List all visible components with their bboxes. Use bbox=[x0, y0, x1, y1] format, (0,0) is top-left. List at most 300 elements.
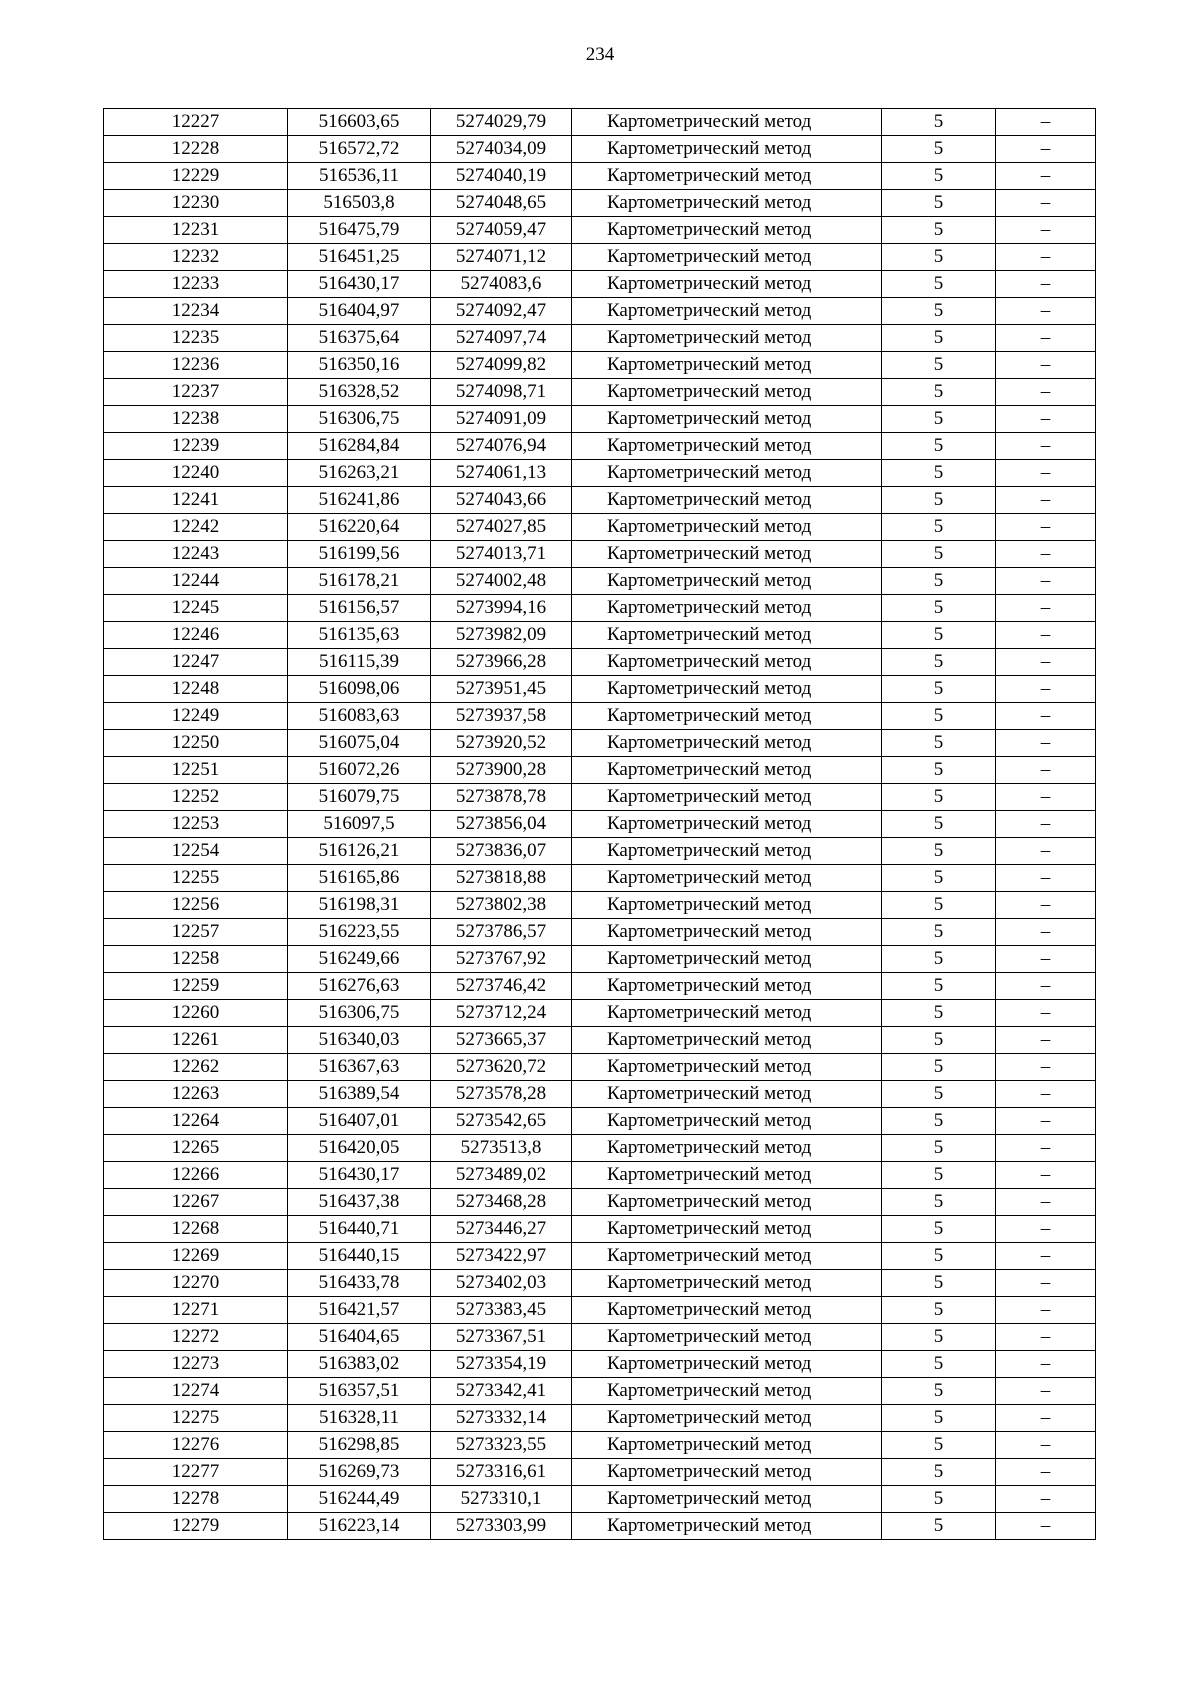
table-row bbox=[104, 1081, 1096, 1108]
table-row bbox=[104, 1270, 1096, 1297]
x-coordinate-cell: 516350,16 bbox=[288, 352, 431, 379]
accuracy-cell: 5 bbox=[882, 1189, 996, 1216]
accuracy-cell: 5 bbox=[882, 1513, 996, 1540]
point-number-cell: 12251 bbox=[104, 757, 288, 784]
y-coordinate-cell: 5274076,94 bbox=[431, 433, 572, 460]
x-coordinate-cell: 516083,63 bbox=[288, 703, 431, 730]
point-number-cell: 12262 bbox=[104, 1054, 288, 1081]
accuracy-cell: 5 bbox=[882, 946, 996, 973]
accuracy-cell: 5 bbox=[882, 271, 996, 298]
point-number-cell: 12249 bbox=[104, 703, 288, 730]
table-row bbox=[104, 568, 1096, 595]
point-number-cell: 12227 bbox=[104, 109, 288, 136]
y-coordinate-cell: 5273489,02 bbox=[431, 1162, 572, 1189]
table-row bbox=[104, 1162, 1096, 1189]
y-coordinate-cell: 5273620,72 bbox=[431, 1054, 572, 1081]
x-coordinate-cell: 516075,04 bbox=[288, 730, 431, 757]
table-row bbox=[104, 1189, 1096, 1216]
accuracy-cell: 5 bbox=[882, 973, 996, 1000]
method-cell: Картометрический метод bbox=[572, 406, 882, 433]
note-cell: – bbox=[996, 1189, 1096, 1216]
table-row bbox=[104, 703, 1096, 730]
table-row bbox=[104, 1216, 1096, 1243]
accuracy-cell: 5 bbox=[882, 487, 996, 514]
table-row bbox=[104, 1486, 1096, 1513]
method-cell: Картометрический метод bbox=[572, 1351, 882, 1378]
y-coordinate-cell: 5274092,47 bbox=[431, 298, 572, 325]
x-coordinate-cell: 516244,49 bbox=[288, 1486, 431, 1513]
method-cell: Картометрический метод bbox=[572, 190, 882, 217]
y-coordinate-cell: 5274043,66 bbox=[431, 487, 572, 514]
x-coordinate-cell: 516430,17 bbox=[288, 271, 431, 298]
method-cell: Картометрический метод bbox=[572, 1486, 882, 1513]
x-coordinate-cell: 516126,21 bbox=[288, 838, 431, 865]
method-cell: Картометрический метод bbox=[572, 460, 882, 487]
x-coordinate-cell: 516383,02 bbox=[288, 1351, 431, 1378]
y-coordinate-cell: 5273422,97 bbox=[431, 1243, 572, 1270]
accuracy-cell: 5 bbox=[882, 136, 996, 163]
point-number-cell: 12239 bbox=[104, 433, 288, 460]
note-cell: – bbox=[996, 568, 1096, 595]
accuracy-cell: 5 bbox=[882, 1054, 996, 1081]
method-cell: Картометрический метод bbox=[572, 757, 882, 784]
point-number-cell: 12237 bbox=[104, 379, 288, 406]
x-coordinate-cell: 516199,56 bbox=[288, 541, 431, 568]
x-coordinate-cell: 516298,85 bbox=[288, 1432, 431, 1459]
x-coordinate-cell: 516165,86 bbox=[288, 865, 431, 892]
note-cell: – bbox=[996, 352, 1096, 379]
table-row bbox=[104, 190, 1096, 217]
accuracy-cell: 5 bbox=[882, 1243, 996, 1270]
point-number-cell: 12258 bbox=[104, 946, 288, 973]
table-row bbox=[104, 811, 1096, 838]
point-number-cell: 12231 bbox=[104, 217, 288, 244]
table-row bbox=[104, 1243, 1096, 1270]
table-row bbox=[104, 865, 1096, 892]
point-number-cell: 12235 bbox=[104, 325, 288, 352]
y-coordinate-cell: 5273836,07 bbox=[431, 838, 572, 865]
x-coordinate-cell: 516430,17 bbox=[288, 1162, 431, 1189]
accuracy-cell: 5 bbox=[882, 163, 996, 190]
y-coordinate-cell: 5273332,14 bbox=[431, 1405, 572, 1432]
note-cell: – bbox=[996, 1081, 1096, 1108]
table-row bbox=[104, 946, 1096, 973]
y-coordinate-cell: 5274013,71 bbox=[431, 541, 572, 568]
point-number-cell: 12271 bbox=[104, 1297, 288, 1324]
note-cell: – bbox=[996, 1054, 1096, 1081]
note-cell: – bbox=[996, 784, 1096, 811]
accuracy-cell: 5 bbox=[882, 622, 996, 649]
table-row bbox=[104, 163, 1096, 190]
note-cell: – bbox=[996, 1351, 1096, 1378]
note-cell: – bbox=[996, 514, 1096, 541]
note-cell: – bbox=[996, 919, 1096, 946]
accuracy-cell: 5 bbox=[882, 1459, 996, 1486]
y-coordinate-cell: 5274071,12 bbox=[431, 244, 572, 271]
method-cell: Картометрический метод bbox=[572, 1324, 882, 1351]
note-cell: – bbox=[996, 1135, 1096, 1162]
y-coordinate-cell: 5274097,74 bbox=[431, 325, 572, 352]
accuracy-cell: 5 bbox=[882, 406, 996, 433]
x-coordinate-cell: 516115,39 bbox=[288, 649, 431, 676]
point-number-cell: 12261 bbox=[104, 1027, 288, 1054]
x-coordinate-cell: 516276,63 bbox=[288, 973, 431, 1000]
table-row bbox=[104, 325, 1096, 352]
x-coordinate-cell: 516437,38 bbox=[288, 1189, 431, 1216]
table-row bbox=[104, 1513, 1096, 1540]
y-coordinate-cell: 5273982,09 bbox=[431, 622, 572, 649]
y-coordinate-cell: 5273402,03 bbox=[431, 1270, 572, 1297]
point-number-cell: 12234 bbox=[104, 298, 288, 325]
point-number-cell: 12240 bbox=[104, 460, 288, 487]
table-row bbox=[104, 487, 1096, 514]
y-coordinate-cell: 5273342,41 bbox=[431, 1378, 572, 1405]
point-number-cell: 12260 bbox=[104, 1000, 288, 1027]
table-row bbox=[104, 406, 1096, 433]
accuracy-cell: 5 bbox=[882, 1405, 996, 1432]
accuracy-cell: 5 bbox=[882, 460, 996, 487]
accuracy-cell: 5 bbox=[882, 244, 996, 271]
accuracy-cell: 5 bbox=[882, 1216, 996, 1243]
point-number-cell: 12230 bbox=[104, 190, 288, 217]
point-number-cell: 12267 bbox=[104, 1189, 288, 1216]
point-number-cell: 12269 bbox=[104, 1243, 288, 1270]
table-row bbox=[104, 1432, 1096, 1459]
x-coordinate-cell: 516407,01 bbox=[288, 1108, 431, 1135]
note-cell: – bbox=[996, 595, 1096, 622]
table-row bbox=[104, 298, 1096, 325]
point-number-cell: 12243 bbox=[104, 541, 288, 568]
point-number-cell: 12254 bbox=[104, 838, 288, 865]
y-coordinate-cell: 5273542,65 bbox=[431, 1108, 572, 1135]
x-coordinate-cell: 516475,79 bbox=[288, 217, 431, 244]
note-cell: – bbox=[996, 757, 1096, 784]
method-cell: Картометрический метод bbox=[572, 1297, 882, 1324]
table-row bbox=[104, 892, 1096, 919]
y-coordinate-cell: 5274098,71 bbox=[431, 379, 572, 406]
accuracy-cell: 5 bbox=[882, 379, 996, 406]
table-row bbox=[104, 352, 1096, 379]
method-cell: Картометрический метод bbox=[572, 1270, 882, 1297]
note-cell: – bbox=[996, 730, 1096, 757]
table-row bbox=[104, 595, 1096, 622]
method-cell: Картометрический метод bbox=[572, 703, 882, 730]
accuracy-cell: 5 bbox=[882, 541, 996, 568]
point-number-cell: 12263 bbox=[104, 1081, 288, 1108]
y-coordinate-cell: 5274083,6 bbox=[431, 271, 572, 298]
point-number-cell: 12244 bbox=[104, 568, 288, 595]
x-coordinate-cell: 516536,11 bbox=[288, 163, 431, 190]
method-cell: Картометрический метод bbox=[572, 352, 882, 379]
method-cell: Картометрический метод bbox=[572, 244, 882, 271]
x-coordinate-cell: 516306,75 bbox=[288, 1000, 431, 1027]
method-cell: Картометрический метод bbox=[572, 1243, 882, 1270]
accuracy-cell: 5 bbox=[882, 595, 996, 622]
y-coordinate-cell: 5273856,04 bbox=[431, 811, 572, 838]
y-coordinate-cell: 5274048,65 bbox=[431, 190, 572, 217]
y-coordinate-cell: 5273920,52 bbox=[431, 730, 572, 757]
method-cell: Картометрический метод bbox=[572, 811, 882, 838]
method-cell: Картометрический метод bbox=[572, 1108, 882, 1135]
method-cell: Картометрический метод bbox=[572, 1405, 882, 1432]
y-coordinate-cell: 5273383,45 bbox=[431, 1297, 572, 1324]
point-number-cell: 12246 bbox=[104, 622, 288, 649]
accuracy-cell: 5 bbox=[882, 919, 996, 946]
table-row bbox=[104, 919, 1096, 946]
accuracy-cell: 5 bbox=[882, 703, 996, 730]
method-cell: Картометрический метод bbox=[572, 487, 882, 514]
accuracy-cell: 5 bbox=[882, 1000, 996, 1027]
x-coordinate-cell: 516079,75 bbox=[288, 784, 431, 811]
x-coordinate-cell: 516284,84 bbox=[288, 433, 431, 460]
x-coordinate-cell: 516404,65 bbox=[288, 1324, 431, 1351]
point-number-cell: 12278 bbox=[104, 1486, 288, 1513]
method-cell: Картометрический метод bbox=[572, 379, 882, 406]
point-number-cell: 12266 bbox=[104, 1162, 288, 1189]
note-cell: – bbox=[996, 1324, 1096, 1351]
y-coordinate-cell: 5273354,19 bbox=[431, 1351, 572, 1378]
table-row bbox=[104, 1054, 1096, 1081]
table-row bbox=[104, 730, 1096, 757]
accuracy-cell: 5 bbox=[882, 109, 996, 136]
point-number-cell: 12255 bbox=[104, 865, 288, 892]
note-cell: – bbox=[996, 136, 1096, 163]
point-number-cell: 12272 bbox=[104, 1324, 288, 1351]
x-coordinate-cell: 516306,75 bbox=[288, 406, 431, 433]
accuracy-cell: 5 bbox=[882, 838, 996, 865]
note-cell: – bbox=[996, 1486, 1096, 1513]
x-coordinate-cell: 516223,14 bbox=[288, 1513, 431, 1540]
note-cell: – bbox=[996, 973, 1096, 1000]
table-row bbox=[104, 244, 1096, 271]
y-coordinate-cell: 5273665,37 bbox=[431, 1027, 572, 1054]
note-cell: – bbox=[996, 1108, 1096, 1135]
point-number-cell: 12270 bbox=[104, 1270, 288, 1297]
y-coordinate-cell: 5273468,28 bbox=[431, 1189, 572, 1216]
y-coordinate-cell: 5273367,51 bbox=[431, 1324, 572, 1351]
y-coordinate-cell: 5274091,09 bbox=[431, 406, 572, 433]
method-cell: Картометрический метод bbox=[572, 595, 882, 622]
note-cell: – bbox=[996, 649, 1096, 676]
method-cell: Картометрический метод bbox=[572, 298, 882, 325]
x-coordinate-cell: 516098,06 bbox=[288, 676, 431, 703]
y-coordinate-cell: 5273323,55 bbox=[431, 1432, 572, 1459]
note-cell: – bbox=[996, 487, 1096, 514]
accuracy-cell: 5 bbox=[882, 325, 996, 352]
y-coordinate-cell: 5273994,16 bbox=[431, 595, 572, 622]
note-cell: – bbox=[996, 1432, 1096, 1459]
note-cell: – bbox=[996, 1162, 1096, 1189]
accuracy-cell: 5 bbox=[882, 1378, 996, 1405]
note-cell: – bbox=[996, 811, 1096, 838]
accuracy-cell: 5 bbox=[882, 730, 996, 757]
method-cell: Картометрический метод bbox=[572, 1054, 882, 1081]
note-cell: – bbox=[996, 217, 1096, 244]
method-cell: Картометрический метод bbox=[572, 1432, 882, 1459]
y-coordinate-cell: 5273818,88 bbox=[431, 865, 572, 892]
point-number-cell: 12259 bbox=[104, 973, 288, 1000]
accuracy-cell: 5 bbox=[882, 568, 996, 595]
table-row bbox=[104, 1297, 1096, 1324]
note-cell: – bbox=[996, 676, 1096, 703]
point-number-cell: 12277 bbox=[104, 1459, 288, 1486]
accuracy-cell: 5 bbox=[882, 784, 996, 811]
point-number-cell: 12242 bbox=[104, 514, 288, 541]
x-coordinate-cell: 516440,71 bbox=[288, 1216, 431, 1243]
point-number-cell: 12238 bbox=[104, 406, 288, 433]
x-coordinate-cell: 516340,03 bbox=[288, 1027, 431, 1054]
table-row bbox=[104, 514, 1096, 541]
table-row bbox=[104, 1108, 1096, 1135]
y-coordinate-cell: 5273446,27 bbox=[431, 1216, 572, 1243]
table-row bbox=[104, 541, 1096, 568]
point-number-cell: 12245 bbox=[104, 595, 288, 622]
point-number-cell: 12275 bbox=[104, 1405, 288, 1432]
table-row bbox=[104, 1324, 1096, 1351]
note-cell: – bbox=[996, 1000, 1096, 1027]
accuracy-cell: 5 bbox=[882, 676, 996, 703]
note-cell: – bbox=[996, 298, 1096, 325]
coordinates-table bbox=[103, 108, 1096, 1540]
note-cell: – bbox=[996, 379, 1096, 406]
point-number-cell: 12241 bbox=[104, 487, 288, 514]
point-number-cell: 12279 bbox=[104, 1513, 288, 1540]
y-coordinate-cell: 5274061,13 bbox=[431, 460, 572, 487]
note-cell: – bbox=[996, 838, 1096, 865]
method-cell: Картометрический метод bbox=[572, 1378, 882, 1405]
point-number-cell: 12274 bbox=[104, 1378, 288, 1405]
point-number-cell: 12253 bbox=[104, 811, 288, 838]
method-cell: Картометрический метод bbox=[572, 271, 882, 298]
table-row bbox=[104, 109, 1096, 136]
y-coordinate-cell: 5273937,58 bbox=[431, 703, 572, 730]
y-coordinate-cell: 5273316,61 bbox=[431, 1459, 572, 1486]
point-number-cell: 12247 bbox=[104, 649, 288, 676]
method-cell: Картометрический метод bbox=[572, 1162, 882, 1189]
y-coordinate-cell: 5274034,09 bbox=[431, 136, 572, 163]
x-coordinate-cell: 516503,8 bbox=[288, 190, 431, 217]
method-cell: Картометрический метод bbox=[572, 892, 882, 919]
x-coordinate-cell: 516263,21 bbox=[288, 460, 431, 487]
y-coordinate-cell: 5273878,78 bbox=[431, 784, 572, 811]
y-coordinate-cell: 5273310,1 bbox=[431, 1486, 572, 1513]
table-row bbox=[104, 676, 1096, 703]
method-cell: Картометрический метод bbox=[572, 622, 882, 649]
x-coordinate-cell: 516375,64 bbox=[288, 325, 431, 352]
accuracy-cell: 5 bbox=[882, 1297, 996, 1324]
method-cell: Картометрический метод bbox=[572, 109, 882, 136]
accuracy-cell: 5 bbox=[882, 298, 996, 325]
table-row bbox=[104, 1459, 1096, 1486]
method-cell: Картометрический метод bbox=[572, 865, 882, 892]
method-cell: Картометрический метод bbox=[572, 838, 882, 865]
method-cell: Картометрический метод bbox=[572, 433, 882, 460]
note-cell: – bbox=[996, 406, 1096, 433]
note-cell: – bbox=[996, 541, 1096, 568]
x-coordinate-cell: 516328,11 bbox=[288, 1405, 431, 1432]
y-coordinate-cell: 5274029,79 bbox=[431, 109, 572, 136]
method-cell: Картометрический метод bbox=[572, 730, 882, 757]
note-cell: – bbox=[996, 325, 1096, 352]
y-coordinate-cell: 5273802,38 bbox=[431, 892, 572, 919]
x-coordinate-cell: 516072,26 bbox=[288, 757, 431, 784]
x-coordinate-cell: 516433,78 bbox=[288, 1270, 431, 1297]
accuracy-cell: 5 bbox=[882, 1270, 996, 1297]
note-cell: – bbox=[996, 622, 1096, 649]
note-cell: – bbox=[996, 1378, 1096, 1405]
accuracy-cell: 5 bbox=[882, 1324, 996, 1351]
y-coordinate-cell: 5274002,48 bbox=[431, 568, 572, 595]
x-coordinate-cell: 516249,66 bbox=[288, 946, 431, 973]
note-cell: – bbox=[996, 190, 1096, 217]
note-cell: – bbox=[996, 1243, 1096, 1270]
method-cell: Картометрический метод bbox=[572, 1081, 882, 1108]
note-cell: – bbox=[996, 109, 1096, 136]
note-cell: – bbox=[996, 703, 1096, 730]
y-coordinate-cell: 5273900,28 bbox=[431, 757, 572, 784]
x-coordinate-cell: 516367,63 bbox=[288, 1054, 431, 1081]
x-coordinate-cell: 516572,72 bbox=[288, 136, 431, 163]
x-coordinate-cell: 516198,31 bbox=[288, 892, 431, 919]
method-cell: Картометрический метод bbox=[572, 325, 882, 352]
y-coordinate-cell: 5273951,45 bbox=[431, 676, 572, 703]
table-row bbox=[104, 1027, 1096, 1054]
note-cell: – bbox=[996, 244, 1096, 271]
point-number-cell: 12232 bbox=[104, 244, 288, 271]
accuracy-cell: 5 bbox=[882, 433, 996, 460]
method-cell: Картометрический метод bbox=[572, 973, 882, 1000]
point-number-cell: 12264 bbox=[104, 1108, 288, 1135]
note-cell: – bbox=[996, 946, 1096, 973]
note-cell: – bbox=[996, 892, 1096, 919]
x-coordinate-cell: 516603,65 bbox=[288, 109, 431, 136]
point-number-cell: 12250 bbox=[104, 730, 288, 757]
note-cell: – bbox=[996, 433, 1096, 460]
y-coordinate-cell: 5273966,28 bbox=[431, 649, 572, 676]
table-row bbox=[104, 433, 1096, 460]
x-coordinate-cell: 516097,5 bbox=[288, 811, 431, 838]
note-cell: – bbox=[996, 1027, 1096, 1054]
note-cell: – bbox=[996, 865, 1096, 892]
y-coordinate-cell: 5273303,99 bbox=[431, 1513, 572, 1540]
point-number-cell: 12273 bbox=[104, 1351, 288, 1378]
accuracy-cell: 5 bbox=[882, 1081, 996, 1108]
point-number-cell: 12257 bbox=[104, 919, 288, 946]
x-coordinate-cell: 516135,63 bbox=[288, 622, 431, 649]
method-cell: Картометрический метод bbox=[572, 676, 882, 703]
note-cell: – bbox=[996, 1513, 1096, 1540]
note-cell: – bbox=[996, 1405, 1096, 1432]
table-row bbox=[104, 1000, 1096, 1027]
method-cell: Картометрический метод bbox=[572, 514, 882, 541]
y-coordinate-cell: 5273712,24 bbox=[431, 1000, 572, 1027]
y-coordinate-cell: 5273578,28 bbox=[431, 1081, 572, 1108]
y-coordinate-cell: 5274040,19 bbox=[431, 163, 572, 190]
method-cell: Картометрический метод bbox=[572, 1189, 882, 1216]
accuracy-cell: 5 bbox=[882, 811, 996, 838]
method-cell: Картометрический метод bbox=[572, 568, 882, 595]
method-cell: Картометрический метод bbox=[572, 1216, 882, 1243]
accuracy-cell: 5 bbox=[882, 1486, 996, 1513]
x-coordinate-cell: 516156,57 bbox=[288, 595, 431, 622]
method-cell: Картометрический метод bbox=[572, 919, 882, 946]
method-cell: Картометрический метод bbox=[572, 784, 882, 811]
point-number-cell: 12256 bbox=[104, 892, 288, 919]
method-cell: Картометрический метод bbox=[572, 1000, 882, 1027]
table-row bbox=[104, 757, 1096, 784]
x-coordinate-cell: 516328,52 bbox=[288, 379, 431, 406]
y-coordinate-cell: 5274099,82 bbox=[431, 352, 572, 379]
